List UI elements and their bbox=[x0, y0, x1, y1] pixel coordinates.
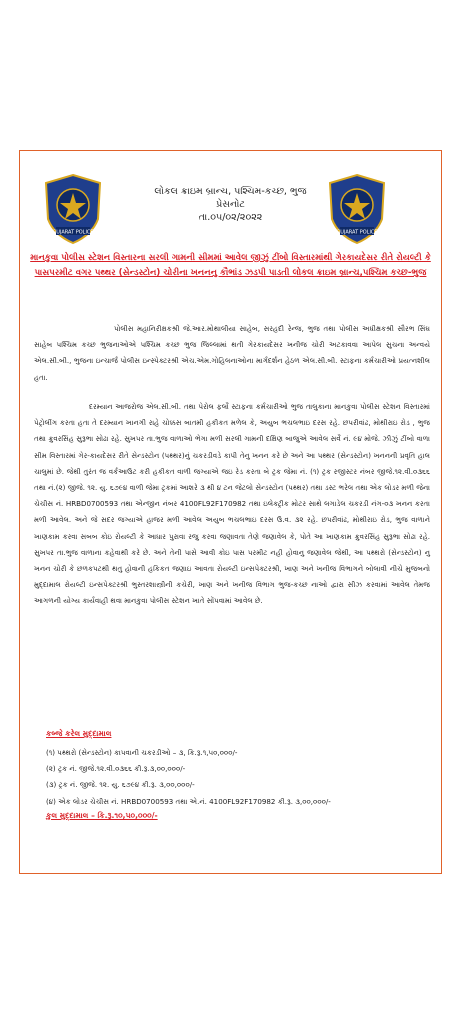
press-headline: માનકુવા પોલીસ સ્ટેશન વિસ્તારના સરલી ગામની સીમમાં આવેલ જીઝું ટીંબો વિસ્તારમાંથી ગેરકાયદેસર રીતે રોયલ્ટી કે પાસપરમીટ વગર પથ્થર (સેન્ડસ્ટોન) ચોરીના ખનનનુ કૌભાંડ ઝડપી પાડતી લોકલ ક્રાઇમ બ્રાન્ચ,પશ્ચિમ કચ્છ-ભુજ bbox=[30, 253, 431, 278]
header-press-note: પ્રેસનોટ bbox=[216, 199, 245, 210]
list-item: (૩) ટ્રક નં. જીજે. ૧૨. યુ. ૬૭૯૪ કી.રૂ. ૩,૦૦,૦૦૦/- bbox=[46, 780, 195, 790]
seized-total: કુલ મુદ્દામાલ – કિ.રૂ.૧૦,૫૦,૦૦૦/- bbox=[46, 811, 158, 820]
paragraph-details: દરમ્યાન આજરોજ એલ.સી.બી. તથા પેરોલ ફર્લો સ્ટાફના કર્મચારીઓ ભુજ તાલુકાના માનકુવા પોલીસ સ્ટેશન વિસ્તારમાં પેટ્રોલીંગ કરતા હતા તે દરમ્યાન ખાનગી રાહે ચોક્કસ બાતમી હકીકત મળેલ કે, અયુબ ભચલભાઇ દરસ રહે. છપરીવાંઢ, મોથીરાઇ રોડ , ભુજ તથા ક્રુવરસિંહ સુરૂભા સોઢા રહે. સુખપર તા.ભુજ વાળાઓ ભેગા મળી સરલી ગામની દક્ષિણ બાજુએ આવેલ સર્વે નં. ૯૪ મોજે. ઝીઝું ટીંબો વાળા સીમ વિસ્તારમાં ગેર-કાયદેસર રીતે સેન્ડસ્ટોન (પથ્થર)નું ચકરડીવડે કાપી તેનુ ખનન કરે છે અને આ પથ્થર (સેન્ડસ્ટોન) ખનનની પ્રવૃતિ હાલ ચાલુમાં છે. જેથી તુરંત જ વર્કઆઉટ કરી હકીકત વાળી જગ્યાએ જઇ રેડ કરતા બે ટ્રક જેમા નં. (૧) ટ્રક રજીસ્ટર નંબર જીજે.૧૨.વી.૦૩૬૬ તથા નં.(૨) જીજે. ૧૨. યુ. ૬૭૯૪ વાળી જેમા ટ્રકમાં આશરે ૩ થી ૪ ટન જેટલો સેન્ડસ્ટોન (પથ્થર) તથા ડસ્ટ ભરેલ તથા એક લોડર મળી જેના ચેચીસ નં. HRBD0700593 તથા એન્જીન નંબર 4100FL92F170982 તથા ઇલેક્ટ્રીક મોટર સાથે લગાડેલ ચકરડી નંગ-૦૩ ખનન કરતા મળી આવેલ. અને જે સદર જગ્યાએ હાજર મળી આવેલ અયુબ ભચલભાઇ દરસ ઉ.વ. ૩૨ રહે. છપરીવાંઢ, મોથીરાઇ રોડ, ભુજ વાળાને ખાણકામ કરવા સબબ કોઇ રોયલ્ટી કે આધાર પુરાવા રજુ કરવા જણાવતા તેણે જણાવેલ કે, પોતે આ ખાણકામ ક્રુવરસિંહ સુરૂભા સોઢા રહે. સુખપર તા.ભુજ વાળાના કહેવાથી કરે છે. અને તેની પાસે આવી કોઇ પાસ પરમીટ નહી હોવાનુ જણાવેલ જેથી, આ પથ્થરો (સેન્ડસ્ટોન) નુ ખનન ચોરી કે છળકપટથી થતુ હોવાની હકિકત જણાઇ આવતા રોયલ્ટી ઇન્સપેક્ટરશ્રી, ખાણ અને ખનીજ વિભાગને બોલાવી નીચે મુજબનો મુદ્દામાલ રોયલ્ટી ઇન્સપેક્ટરશ્રી ભુસ્તરશાસ્ત્રીની કચેરી, ખાણ અને ખનીજ વિભાગ ભુજ-કચ્છ નાઓ દ્વારા સીઝ કરવામાં આવેલ તેમજ આગળની યોગ્ય કાર્યવાહી થવા માનકુવા પોલીસ સ્ટેશન ખાતે સોંપવામાં આવેલ છે. bbox=[34, 402, 430, 606]
paragraph-intro: પોલીસ મહાનિરીક્ષકશ્રી જે.આર.મોથાલીયા સાહેબ, સરહદી રેન્જ, ભુજ તથા પોલીસ અધીક્ષકશ્રી સૌરભ સિંઘ સાહેબ પશ્ચિમ કચ્છ ભુજનાઓએ પશ્ચિમ કચ્છ ભુજ જિલ્લામાં થતી ગેરકાયદેસર ખનીજ ચોરી અટકાવવા આપેલ સુચના અન્વયે એલ.સી.બી., ભુજના ઇન્ચાર્જ પોલીસ ઇન્સ્પેક્ટરશ્રી એચ.એમ.ગોહિલનાઓના માર્ગદર્શન હેઠળ એલ.સી.બી. સ્ટાફના કર્મચારીઓ પ્રયત્નશીલ હતા. bbox=[34, 324, 430, 382]
seized-items-title: કબ્જે કરેલ મુદ્દામાલ bbox=[46, 729, 112, 738]
list-item: (૧) પથ્થરો (સેન્ડસ્ટોન) કાપવાની ચકરડીઓ – ૩, કિ.રૂ.૧,૫૦,૦૦૦/- bbox=[46, 748, 238, 757]
svg-text:GUJARAT POLICE: GUJARAT POLICE bbox=[52, 229, 94, 236]
seized-items-list bbox=[46, 745, 436, 810]
list-item: (૪) એક લોડર ચેચીસ નં. HRBD0700593 તથા એ.નં. 4100FL92F170982 કી.રૂ. ૩,૦૦,૦૦૦/- bbox=[46, 796, 331, 806]
header-department: લોકલ ક્રાઇમ બ્રાન્ચ, પશ્ચિમ-કચ્છ, ભુજ bbox=[154, 186, 307, 197]
header-date: તા.૦૫/૦૨/૨૦૨૨ bbox=[198, 212, 263, 223]
svg-text:GUJARAT POLICE: GUJARAT POLICE bbox=[336, 229, 378, 236]
list-item: (૨) ટ્રક નં. જીજે.૧૨.વી.૦૩૬૬ કી.રૂ.૩,૦૦,૦૦૦/- bbox=[46, 764, 186, 774]
press-note-page bbox=[19, 150, 442, 874]
